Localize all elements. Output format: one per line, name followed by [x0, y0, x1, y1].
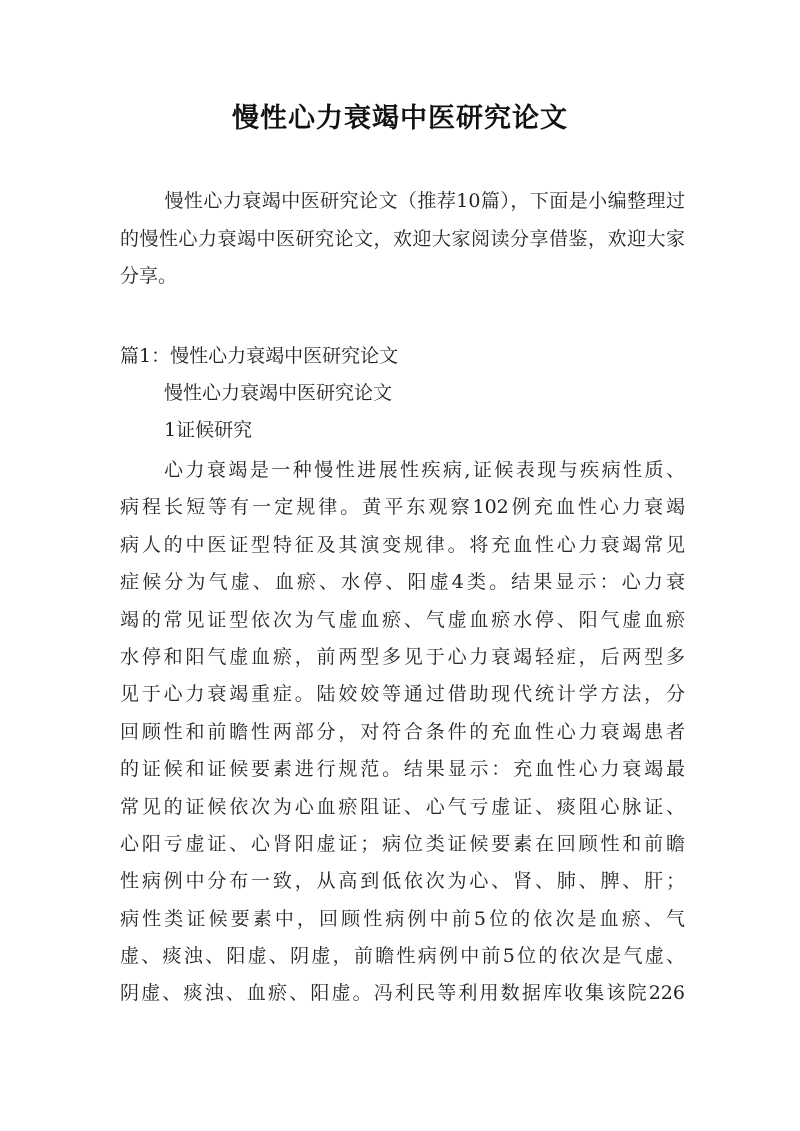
body-line: 性病例中分布一致，从高到低依次为心、肾、肺、脾、肝； [120, 870, 685, 893]
body-line: 常见的证候依次为心血瘀阻证、心气亏虚证、痰阻心脉证、 [120, 795, 685, 818]
body-line: 病性类证候要素中，回顾性病例中前5位的依次是血瘀、气 [120, 907, 685, 930]
document-title: 慢性心力衰竭中医研究论文 [232, 103, 568, 134]
body-line: 见于心力衰竭重症。陆姣姣等通过借助现代统计学方法，分 [120, 683, 685, 706]
body-line: 心阳亏虚证、心肾阳虚证；病位类证候要素在回顾性和前瞻 [120, 832, 685, 855]
body-line: 回顾性和前瞻性两部分，对符合条件的充血性心力衰竭患者 [120, 720, 685, 743]
section-subhead: 1证候研究 [164, 419, 253, 441]
body-line: 竭的常见证型依次为气虚血瘀、气虚血瘀水停、阳气虚血瘀 [120, 608, 685, 631]
body-line: 病程长短等有一定规律。黄平东观察102例充血性心力衰竭 [120, 496, 685, 519]
body-line: 的证候和证候要素进行规范。结果显示：充血性心力衰竭最 [120, 758, 685, 781]
article-subtitle: 慢性心力衰竭中医研究论文 [164, 382, 393, 404]
section-heading: 篇1：慢性心力衰竭中医研究论文 [120, 345, 399, 367]
intro-paragraph [120, 183, 685, 296]
body-paragraph [120, 452, 685, 1013]
body-line: 病人的中医证型特征及其演变规律。将充血性心力衰竭常见 [120, 533, 685, 556]
body-line: 水停和阳气虚血瘀，前两型多见于心力衰竭轻症，后两型多 [120, 645, 685, 668]
intro-text: 慢性心力衰竭中医研究论文（推荐10篇），下面是小编整理过的慢性心力衰竭中医研究论文，欢迎大家阅读分享借鉴，欢迎大家分享。 [120, 190, 685, 287]
body-line: 阴虚、痰浊、血瘀、阳虚。冯利民等利用数据库收集该院226 [120, 982, 685, 1005]
body-line: 心力衰竭是一种慢性进展性疾病,证候表现与疾病性质、 [164, 459, 685, 481]
body-line: 症候分为气虚、血瘀、水停、阳虚4类。结果显示：心力衰 [120, 571, 685, 594]
body-line: 虚、痰浊、阳虚、阴虚，前瞻性病例中前5位的依次是气虚、 [120, 945, 685, 968]
